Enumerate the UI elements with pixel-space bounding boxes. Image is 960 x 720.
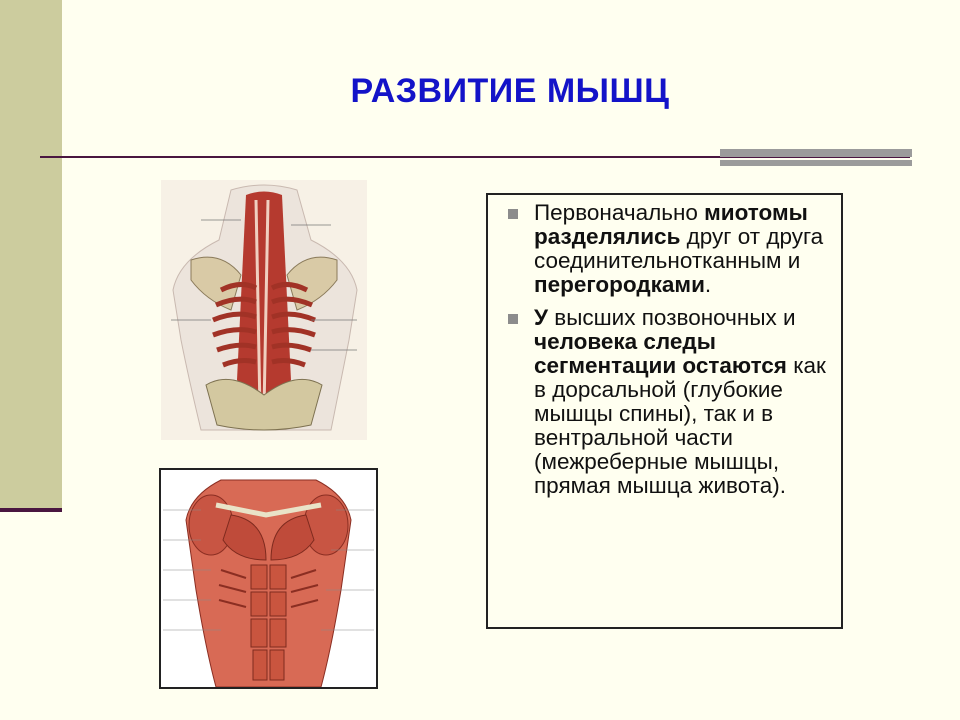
bold-text-segment: человека следы сегментации остаются xyxy=(534,329,787,378)
slide-title: РАЗВИТИЕ МЫШЦ xyxy=(350,72,670,110)
text-segment: Первоначально xyxy=(534,200,705,225)
bullet-list xyxy=(496,201,833,498)
content-textbox xyxy=(486,193,843,629)
square-bullet-icon xyxy=(508,209,518,219)
divider-accent-bar xyxy=(720,149,912,157)
left-band-edge xyxy=(0,508,62,512)
front-torso-muscles-anatomy-icon xyxy=(161,470,376,687)
text-segment: . xyxy=(704,272,712,297)
text-segment: как в дорсальной (глубокие мышцы спины), так и в вентральной части (межреберные мышцы, прямая мышца живота). xyxy=(534,353,826,498)
text-segment: высших позвоночных и xyxy=(548,305,796,330)
bold-text-segment: У xyxy=(534,305,548,330)
bold-text-segment: перегородками xyxy=(534,272,705,297)
divider-accent-bar-lower xyxy=(720,160,912,166)
front-torso-muscles-illustration xyxy=(159,468,378,689)
back-muscles-illustration xyxy=(161,180,367,440)
text-segment: друг от друга соединительнотканным и xyxy=(534,224,824,273)
back-muscles-anatomy-icon xyxy=(161,180,367,440)
bullet-item xyxy=(496,306,833,498)
bold-text-segment: миотомы разделялись xyxy=(534,200,808,249)
square-bullet-icon xyxy=(508,314,518,324)
bullet-item xyxy=(496,201,833,297)
